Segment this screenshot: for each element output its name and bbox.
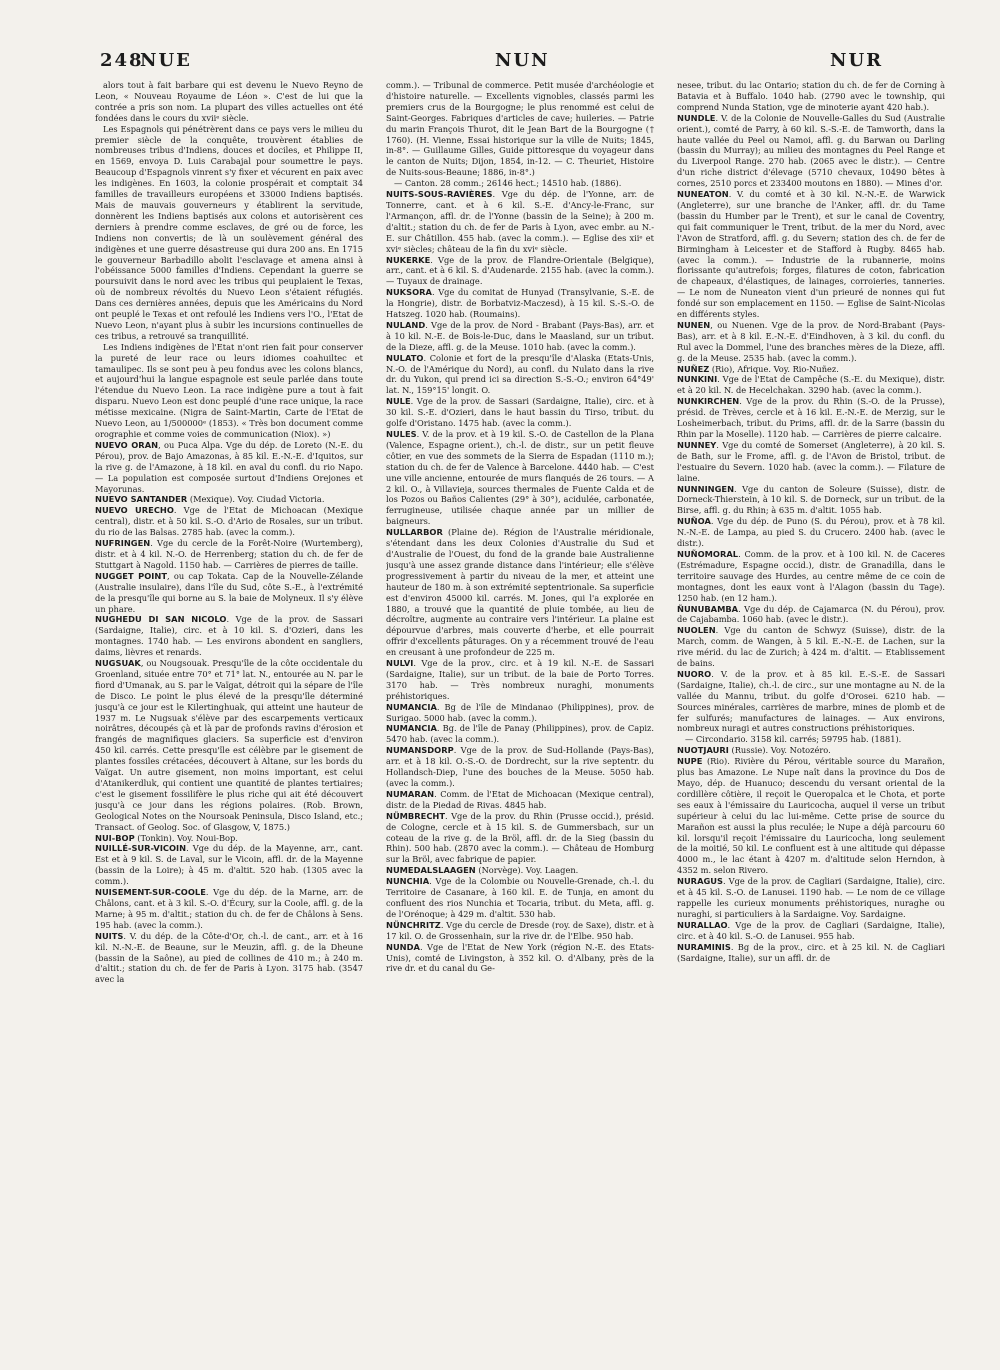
dictionary-entry: [677, 396, 945, 440]
entry-text: (Rio), Afrique. Voy. Rio-Nuñez.: [709, 363, 839, 374]
entry-text: . Vge de la prov. du Rhin (Prusse occid.), présid. de Cologne, cercle et à 15 kil. S. de Gummersbach, sur un coteau de la rive g. de la Bröl, affl. dr. de la Sieg (bassin du Rhin). 500 hab. (2870 avec la comm.). — Château de Homburg sur la Bröl, avec fabrique de papier.: [386, 810, 654, 865]
entry-headword: NUÑOA: [677, 516, 711, 527]
entry-headword: NULLARBOR: [386, 527, 443, 538]
entry-headword: NUILLÉ-SUR-VICOIN: [95, 843, 187, 854]
entry-headword: NUITS-SOUS-RAVIÈRES: [386, 189, 493, 200]
entry-text: . V. de la prov. et à 85 kil. E.-S.-E. de Sassari (Sardaigne, Italie), ch.-l. de circ., sur une montagne au N. de la vallée du Mannu, tribut. du golfe d'Orosei. 6210 hab. — Sources minérales, carrières de marbre, mines de plomb et de fer sulfurés; manufactures de lainages. — Aux environs, nombreux nuragi et autres constructions préhistoriques.: [677, 668, 945, 734]
entry-headword: NUITS: [95, 930, 124, 941]
entry-text: . Vge du comté de Somerset (Angleterre), à 20 kil. S. de Bath, sur le Frome, affl. g. de l'Avon de Bristol, tribut. de l'estuaire du Severn. 1020 hab. (avec la comm.). — Filature de laine.: [677, 439, 945, 483]
entry-paragraph: [677, 734, 945, 745]
entry-paragraph: [386, 178, 654, 189]
dictionary-entry: [677, 942, 945, 964]
text-column-right: [677, 80, 945, 1355]
entry-text: . Vge de la prov. de Flandre-Orientale (Belgique), arr., cant. et à 6 kil. S. d'Audenarde. 2155 hab. (avec la comm.). — Tuyaux de drainage.: [386, 254, 654, 287]
entry-text: . Vge du dép. de Cajamarca (N. du Pérou), prov. de Cajabamba. 1060 hab. (avec le distr.).: [677, 603, 945, 625]
entry-headword: NUGHEDU DI SAN NICOLO: [95, 614, 227, 625]
dictionary-entry: [386, 702, 654, 724]
text-column-middle: [386, 80, 654, 1355]
entry-headword: NUNEATON: [677, 189, 729, 200]
entry-text: . Vge du canton de Soleure (Suisse), distr. de Dorneck-Thierstein, à 10 kil. S. de Dorneck, sur un tribut. de la Birse, affl. g. du Rhin; à 635 m. d'altit. 1055 hab.: [677, 483, 945, 516]
entry-text: , ou Nuenen. Vge de la prov. de Nord-Brabant (Pays-Bas), arr. et à 8 kil. E.-N.-E. d'Eindhoven, à 3 kil. du confl. du Rul avec la Dommel, l'une des branches mères de la Dieze, affl. g. de la Meuse. 2535 hab. (avec la comm.).: [677, 319, 945, 363]
entry-text: . Bg de l'île de Mindanao (Philippines), prov. de Surigao. 5000 hab. (avec la comm.).: [386, 701, 654, 723]
entry-text: . Vge de la prov. de Sud-Hollande (Pays-Bas), arr. et à 18 kil. O.-S.-O. de Dordrecht, sur la rive septentr. du Hollandsch-Diep, l'une des bouches de la Meuse. 5050 hab. (avec la comm.).: [386, 745, 654, 788]
entry-text: , ou Nougsouak. Presqu'île de la côte occidentale du Groenland, située entre 70° et 71° lat. N., entourée au N. par le fiord d'Umanak, au S. par le Vaïgat, détroit qui la sépare de l'île de Disco. Le point le plus élevé de la presqu'île déterminé jusqu'à ce jour est le Kilertinghuak, qui atteint une hauteur de 1937 m. Le Nugsuak s'élève par des escarpements verticaux noirâtres, découpés çà et là par de profonds ravins d'érosion et frangés de magnifiques glaciers. Sa superficie est d'environ 450 kil. carrés. Cette presqu'île est célèbre par le gisement de plantes fossiles crétacées, découvert à Altane, sur les bords du Vaïgat. Un autre gisement, non moins important, est celui d'Atanikerdluk, qui contient une quantité de plantes tertiaires; c'est le gisement fossilifère le plus riche qui ait été découvert jusqu'à ce jour dans les régions polaires. (Rob. Brown, Geological Notes on the Noursoak Peninsula, Disco Island, etc.; Transact. of Geolog. Soc. of Glasgow, V, 1875.): [95, 658, 363, 832]
dictionary-entry: [677, 920, 945, 942]
entry-headword: NUKSORA: [386, 287, 432, 298]
entry-headword: NUEVO URECHO: [95, 505, 174, 516]
entry-text: . Vge de l'Etat de Campêche (S.-E. du Mexique), distr. et à 20 kil. N. de Hecelchakan. 3290 hab. (avec la comm.).: [677, 374, 945, 396]
dictionary-entry: [386, 811, 654, 866]
dictionary-entry: [386, 789, 654, 811]
entry-text: . Comm. de la prov. et à 100 kil. N. de Caceres (Estrémadure, Espagne occid.), distr. de Granadilla, dans le territoire sauvage des Hurdes, au centre même de ce coin de montagnes, dont les eaux vont à l'Alagon (bassin du Tage). 1250 hab. (en 12 ham.).: [677, 548, 945, 603]
entry-headword: NULVI: [386, 658, 414, 669]
entry-headword: NULES: [386, 429, 417, 439]
entry-text: . Vge de l'Etat de New York (région N.-E. des Etats-Unis), comté de Livingston, à 352 kil. O. d'Albany, près de la rive dr. et du canal du Ge-: [386, 941, 654, 974]
entry-text: Les Indiens indigènes de l'Etat n'ont rien fait pour conserver la pureté de leur race ou leurs idiomes coahuiltec et tamaulipec. Ils se sont peu à peu fondus avec les colons blancs, et aujourd'hui la langue espagnole est seule parlée dans toute l'étendue du Nuevo Leon. La race indigène pure a tout à fait disparu. Nuevo Leon est donc peuplé d'une race unique, la race métisse mexicaine. (Nigra de Saint-Martin, Carte de l'Etat de Nuevo Leon, au 1/500000ᵉ (1853). « Très bon document comme orographie et comme voies de communication (Niox). »): [95, 341, 363, 439]
dictionary-entry: [677, 745, 945, 756]
entry-headword: NÜMBRECHT: [386, 810, 446, 821]
dictionary-entry: [677, 364, 945, 375]
dictionary-entry: [677, 625, 945, 669]
entry-paragraph: [95, 342, 363, 440]
entry-text: comm.). — Tribunal de commerce. Petit musée d'archéologie et d'histoire naturelle. — Excellents vignobles, classés parmi les premiers crus de la Bourgogne; le plus renommé est celui de Saint-Georges. Fabriques d'articles de cave; huileries. — Patrie du marin François Thurot, dit le Jean Bart de la Bourgogne († 1760). (H. Vienne, Essai historique sur la ville de Nuits; 1845, in-8°. — Guillaume Gilles, Guide pittoresque du voyageur dans le canton de Nuits; Dijon, 1854, in-12. — C. Theuriet, Histoire de Nuits-sous-Beaune; 1886, in-8°.): [386, 80, 654, 178]
entry-text: . V. de la prov. et à 19 kil. S.-O. de Castellon de la Plana (Valence, Espagne orient.), ch.-l. de distr., sur un petit fleuve côtier, en vue des sommets de la Sierra de Espadan (1110 m.); station du ch. de fer de Valence à Barcelone. 4440 hab. — C'est une ville ancienne, entourée de murs flanqués de 26 tours. — A 2 kil. O., à Villavieja, sources thermales de Fuente Calda et de los Pozos ou Baños Calientes (29° à 30°), acidulée, carbonatée, ferrugineuse, utilisée chaque année par un millier de baigneurs.: [386, 429, 654, 527]
entry-headword: NUFRINGEN: [95, 538, 151, 549]
entry-headword: NUMANSDORP: [386, 745, 454, 756]
entry-text: (Russie). Voy. Notozéro.: [728, 745, 831, 756]
dictionary-entry: [95, 538, 363, 571]
dictionary-entry: [677, 604, 945, 626]
running-head-right: NUR: [830, 50, 884, 71]
dictionary-entry: [386, 723, 654, 745]
text-column-left: [95, 80, 363, 1355]
entry-headword: NURAGUS: [677, 876, 724, 887]
entry-headword: NURAMINIS: [677, 941, 731, 952]
dictionary-entry: [677, 516, 945, 549]
entry-text: . Vge de la prov. de Nord - Brabant (Pays-Bas), arr. et à 10 kil. N.-E. de Bois-le-Duc, dans le Maasland, sur un tribut. de la Dieze, affl. g. de la Meuse. 1010 hab. (avec la comm.).: [386, 319, 654, 352]
dictionary-entry: [386, 527, 654, 658]
entry-text: . Vge du dép. de Puno (S. du Pérou), prov. et à 78 kil. N.-N.-E. de Lampa, au pied S. du Crucero. 2400 hab. (avec le distr.).: [677, 516, 945, 549]
entry-text: . Bg. de l'île de Panay (Philippines), prov. de Capiz. 5470 hab. (avec la comm.).: [386, 723, 654, 745]
entry-text: . Vge du cercle de Dresde (roy. de Saxe), distr. et à 17 kil. O. de Grossenhain, sur la rive dr. de l'Elbe. 950 hab.: [386, 919, 654, 941]
entry-text: . V. du dép. de la Côte-d'Or, ch.-l. de cant., arr. et à 16 kil. N.-N.-E. de Beaune, sur le Meuzin, affl. g. de la Dheune (bassin de la Saône), au pied de collines de 410 m.; à 240 m. d'altit.; station du ch. de fer de Paris à Lyon. 3175 hab. (3547 avec la: [95, 930, 363, 985]
dictionary-entry: [677, 189, 945, 320]
entry-headword: NÜNCHRITZ: [386, 919, 441, 930]
entry-text: . Vge de la prov., circ. et à 19 kil. N.-E. de Sassari (Sardaigne, Italie), sur un tribut. de la baie de Porto Torres. 3170 hab. — Très nombreux nuraghi, monuments préhistoriques.: [386, 658, 654, 701]
dictionary-entry: [386, 920, 654, 942]
entry-headword: NUOLEN: [677, 625, 716, 636]
entry-headword: NUPE: [677, 756, 703, 767]
dictionary-entry: [677, 876, 945, 920]
entry-text: (Tonkin). Voy. Noui-Bop.: [134, 832, 238, 843]
entry-text: . Vge de la prov. de Sassari (Sardaigne, Italie), circ. et à 10 kil. S. d'Ozieri, dans les montagnes. 1740 hab. — Les environs abondent en sangliers, daims, lièvres et renards.: [95, 614, 363, 658]
entry-text: . V. du comté et à 30 kil. N.-N.-E. de Warwick (Angleterre), sur une branche de l'Anker, affl. dr. du Tame (bassin du Humber par le Trent), et sur le canal de Coventry, qui fait communiquer le Trent, tribut. de la mer du Nord, avec l'Avon de Stratford, affl. g. du Severn; station des ch. de fer de Birmingham à Leicester et de Stafford à Rugby. 8465 hab. (avec la comm.). — Industrie de la rubannerie, moins florissante qu'autrefois; forges, filatures de coton, fabrication de chapeaux, d'élastiques, de lainages, corroieries, tanneries. — Le nom de Nuneaton vient d'un prieuré de nonnes qui fut fondé sur son emplacement en 1150. — Eglise de Saint-Nicolas en différents styles.: [677, 189, 945, 320]
entry-text: , ou Puca Alpa. Vge du dép. de Loreto (N.-E. du Pérou), prov. de Bajo Amazonas, à 85 kil. E.-N.-E. d'Iquitos, sur la rive g. de l'Amazone, à 18 kil. en aval du confl. du rio Napo. — La population est composée surtout d'Indiens Orejones et Mayorunas.: [95, 439, 363, 494]
entry-text: . Vge de la prov. de Cagliari (Sardaigne, Italie), circ. et à 45 kil. S.-O. de Lanusei. 1190 hab. — Le nom de ce village rappelle les curieux monuments préhistoriques, nuraghe ou nuraghi, si particuliers à la Sardaigne. Voy. Sardaigne.: [677, 876, 945, 919]
entry-headword: NULAND: [386, 319, 426, 330]
entry-text: (Norvège). Voy. Laagen.: [475, 865, 579, 876]
entry-text: (Mexique). Voy. Ciudad Victoria.: [187, 494, 325, 505]
entry-text: . Vge du cercle de la Forêt-Noire (Wurtemberg), distr. et à 4 kil. N.-O. de Herrenberg; station du ch. de fer de Stuttgart à Nagold. 1150 hab. — Carrières de pierres de taille.: [95, 538, 363, 570]
dictionary-entry: [386, 396, 654, 429]
entry-paragraph: [677, 80, 945, 113]
page-number: 248: [100, 50, 144, 71]
dictionary-entry: [677, 320, 945, 364]
entry-headword: NUNNEY: [677, 439, 717, 450]
entry-headword: NULE: [386, 396, 411, 407]
entry-text: nesee, tribut. du lac Ontario; station du ch. de fer de Corning à Batavia et à Buffalo. 1040 hab. (2790 avec le township, qui comprend Nunda Station, vge de minoterie ayant 420 hab.).: [677, 80, 945, 112]
dictionary-entry: [95, 505, 363, 538]
entry-text: . Vge de la prov. de Sassari (Sardaigne, Italie), circ. et à 30 kil. S.-E. d'Ozieri, dans le haut bassin du Tirso, tribut. du golfe d'Oristano. 1475 hab. (avec la comm.).: [386, 396, 654, 429]
entry-text: — Circondario. 3158 kil. carrés; 59795 hab. (1881).: [685, 734, 902, 745]
entry-headword: NUORO: [677, 668, 712, 679]
entry-text: . Bg de la prov., circ. et à 25 kil. N. de Cagliari (Sardaigne, Italie), sur un affl. dr. de: [677, 941, 945, 963]
entry-text: . Vge du dép. de la Marne, arr. de Châlons, cant. et à 3 kil. S.-O. d'Écury, sur la Coole, affl. g. de la Marne; à 95 m. d'altit.; station du ch. de fer de Châlons à Sens. 195 hab. (avec la comm.).: [95, 887, 363, 930]
dictionary-entry: [386, 865, 654, 876]
running-head-left: NUE: [140, 50, 192, 71]
entry-headword: NULATO: [386, 352, 424, 363]
entry-text: . V. de la Colonie de Nouvelle-Galles du Sud (Australie orient.), comté de Parry, à 60 kil. S.-S.-E. de Tamworth, dans la haute vallée du Peel ou Namoi, affl. g. du Barwan ou Darling (bassin du Murray); au milieu des montagnes du Peel Range et du Liverpool Range. 270 hab. (2065 avec le distr.). — Centre d'un riche district d'élevage (5710 chevaux, 10490 bêtes à cornes, 2510 porcs et 233400 moutons en 1880). — Mines d'or.: [677, 112, 945, 189]
entry-headword: NUOTJAURI: [677, 745, 729, 756]
dictionary-entry: [386, 942, 654, 975]
dictionary-entry: [386, 255, 654, 288]
entry-headword: NURALLAO: [677, 919, 728, 930]
dictionary-entry: [95, 658, 363, 833]
entry-paragraph: [386, 80, 654, 178]
entry-headword: NUNCHIA: [386, 876, 430, 887]
entry-text: . Vge de l'Etat de Michoacan (Mexique central), distr. et à 50 kil. S.-O. d'Ario de Rosales, sur un tribut. du rio de las Balsas. 2785 hab. (avec la comm.).: [95, 505, 363, 538]
dictionary-entry: [386, 320, 654, 353]
entry-headword: NUNNINGEN: [677, 483, 735, 494]
dictionary-entry: [386, 429, 654, 527]
entry-paragraph: [95, 80, 363, 124]
entry-text: . Vge du dép. de la Mayenne, arr., cant. Est et à 9 kil. S. de Laval, sur le Vicoin, affl. dr. de la Mayenne (bassin de la Loire); à 45 m. d'altit. 520 hab. (1305 avec la comm.).: [95, 843, 363, 887]
entry-text: . Vge de la prov. du Rhin (S.-O. de la Prusse), présid. de Trèves, cercle et à 16 kil. E.-N.-E. de Merzig, sur le Losheimerbach, tribut. du Prims, affl. dr. de la Sarre (bassin du Rhin par la Moselle). 1120 hab. — Carrières de pierre calcaire.: [677, 396, 945, 439]
dictionary-entry: [95, 440, 363, 495]
entry-headword: NUNKINI: [677, 374, 718, 385]
dictionary-entry: [386, 287, 654, 320]
dictionary-entry: [95, 494, 363, 505]
entry-headword: NUEVO ORAN: [95, 439, 159, 450]
dictionary-entry: [677, 374, 945, 396]
entry-text: . Colonie et fort de la presqu'île d'Alaska (Etats-Unis, N.-O. de l'Amérique du Nord), au confl. du Nulato dans la rive dr. du Yukon, qui prend ici sa direction S.-S.-O.; environ 64°49' lat. N., 159°15' longit. O.: [386, 352, 654, 396]
entry-headword: NUMARAN: [386, 788, 435, 799]
entry-headword: ÑUNUBAMBA: [677, 603, 739, 614]
entry-headword: NUISEMENT-SUR-COOLE: [95, 887, 206, 898]
entry-headword: NUNDLE: [677, 112, 716, 123]
entry-headword: NUMEDALSLAAGEN: [386, 865, 476, 876]
entry-text: . Vge du comitat de Hunyad (Transylvanie, S.-E. de la Hongrie), distr. de Borbatviz-Maczesd), à 15 kil. S.-S.-O. de Hatszeg. 1020 hab. (Roumains).: [386, 287, 654, 320]
dictionary-entry: [386, 658, 654, 702]
dictionary-entry: [677, 440, 945, 484]
dictionary-entry: [677, 756, 945, 876]
dictionary-entry: [95, 571, 363, 615]
entry-text: Les Espagnols qui pénétrèrent dans ce pays vers le milieu du premier siècle de la conquête, trouvèrent établies de nombreuses tribus d'Indiens, douces et dociles, et Philippe II, en 1569, envoya D. Luis Carabajal pour soumettre le pays. Beaucoup d'Espagnols vinrent s'y fixer et vécurent en paix avec les indigènes. En 1603, la colonie prospérait et comptait 34 familles de travailleurs européens et 33000 Indiens baptisés. Mais de mauvais gouverneurs y établirent la servitude, donnèrent les Indiens baptisés aux colons et autorisèrent ces derniers à prendre comme esclaves, de gré ou de force, les Indiens non convertis; de là un soulèvement général des indigènes et une guerre désastreuse qui dura 200 ans. En 1715 le gouverneur Barbadillo abolit l'esclavage et amena ainsi à l'obéissance 5000 familles d'Indiens. Cependant la guerre se poursuivit dans le nord avec les tribus qui peuplaient le Texas, où de nombreux révoltés du Nuevo Leon s'étaient réfugiés. Dans ces dernières années, depuis que les Américains du Nord ont peuplé le Texas et ont refoulé les Indiens vers l'O., l'Etat de Nuevo Leon, n'ayant plus à subir les incursions continuelles de ces tribus, a retrouvé sa tranquillité.: [95, 123, 363, 341]
entry-headword: NUÑEZ: [677, 363, 710, 374]
dictionary-entry: [386, 745, 654, 789]
dictionary-entry: [677, 113, 945, 189]
entry-headword: NUKERKE: [386, 254, 431, 265]
entry-text: . Vge de la Colombie ou Nouvelle-Grenade, ch.-l. du Territoire de Casanare, à 160 kil. E. de Tunja, en amont du confluent des rios Nunchia et Tocaria, tribut. du Meta, affl. g. de l'Orénoque; à 429 m. d'altit. 530 hab.: [386, 876, 654, 919]
entry-text: . Vge du dép. de l'Yonne, arr. de Tonnerre, cant. et à 6 kil. S.-E. d'Ancy-le-Franc, sur l'Armançon, affl. dr. de l'Yonne (bassin de la Seine); à 200 m. d'altit.; station du ch. de fer de Paris à Lyon, avec embr. au N.-E. sur Châtillon. 455 hab. (avec la comm.). — Eglise des xiiᵉ et xviᵉ siècles; château de la fin du xviᵉ siècle.: [386, 189, 654, 254]
entry-headword: NUI-BOP: [95, 832, 135, 843]
dictionary-entry: [95, 931, 363, 986]
entry-headword: NUGSUAK: [95, 658, 141, 669]
entry-headword: NUGGET POINT: [95, 570, 167, 581]
entry-headword: NUNDA: [386, 941, 420, 952]
entry-text: — Canton. 28 comm.; 26146 hect.; 14510 hab. (1886).: [394, 178, 622, 189]
dictionary-entry: [95, 843, 363, 887]
dictionary-entry: [386, 353, 654, 397]
entry-headword: NUNKIRCHEN: [677, 396, 740, 407]
entry-text: , ou cap Tokata. Cap de la Nouvelle-Zélande (Australie insulaire), dans l'île du Sud, côte S.-E., à l'extrémité de la presqu'île qui borne au S. la baie de Molyneux. Il s'y élève un phare.: [95, 570, 363, 614]
dictionary-entry: [386, 189, 654, 254]
dictionary-entry: [677, 549, 945, 604]
dictionary-entry: [95, 614, 363, 658]
dictionary-entry: [95, 887, 363, 931]
entry-text: (Plaine de). Région de l'Australie méridionale, s'étendant dans les deux Colonies d'Australie du Sud et d'Australie de l'Ouest, du fond de la grande baie Australienne jusqu'à une assez grande distance dans l'intérieur; elle s'élève progressivement à partir du niveau de la mer, et atteint une hauteur de 180 m. à son extrémité septentrionale. Sa superficie est d'environ 45000 kil. carrés. M. Jones, qui l'a explorée en 1880, a trouvé que la quantité de pluie tombée, au lieu de décroître, augmente au contraire vers l'intérieur. La plaine est dépourvue d'arbres, mais couverte d'herbe, et elle pourrait offrir d'excellents pâturages. On y a récemment trouvé de l'eau en creusant à une profondeur de 225 m.: [386, 527, 654, 658]
entry-text: . Comm. de l'Etat de Michoacan (Mexique central), distr. de la Piedad de Rivas. 4845 hab.: [386, 788, 654, 810]
entry-headword: NUMANCIA: [386, 701, 437, 712]
entry-text: (Rio). Rivière du Pérou, véritable source du Marañon, plus bas Amazone. Le Nupe naît dans la province du Dos de Mayo, dép. de Huanuco; descendu du versant oriental de la cordillère côtière, il reçoit le Queropalca et le Chota, et porte ses eaux à l'émissaire du Lauricocha, auquel il verse un tribut supérieur à celui du lac lui-même. Cette prise de source du Marañon est aussi la plus reculée; le Nupe a déjà parcouru 60 kil. lorsqu'il reçoit l'émissaire du Lauricocha, long seulement de la moitié, 50 kil. Le confluent est à une altitude qui dépasse 4000 m., le lac étant à 4207 m. d'altitude selon Herndon, à 4352 m. selon Rivero.: [677, 756, 945, 876]
entry-headword: NUEVO SANTANDER: [95, 494, 188, 505]
dictionary-entry: [95, 833, 363, 844]
entry-headword: NUMANCIA: [386, 723, 437, 734]
running-head-center: NUN: [495, 50, 550, 71]
entry-text: alors tout à fait barbare qui est devenu le Nuevo Reyno de Leon, « Nouveau Royaume de Léon ». C'est de lui que la contrée a pris son nom. La plupart des villes actuelles ont été fondées dans le cours du xviiᵉ siècle.: [95, 80, 363, 123]
entry-text: . Vge de la prov. de Cagliari (Sardaigne, Italie), circ. et à 40 kil. S.-O. de Lanusei. 955 hab.: [677, 919, 945, 941]
dictionary-entry: [677, 484, 945, 517]
dictionary-entry: [386, 876, 654, 920]
dictionary-entry: [677, 669, 945, 734]
entry-headword: NUNEN: [677, 319, 711, 330]
entry-headword: NUÑOMORAL: [677, 548, 739, 559]
entry-paragraph: [95, 124, 363, 342]
entry-text: . Vge du canton de Schwyz (Suisse), distr. de la March, comm. de Wangen, à 5 kil. E.-N.-E. de Lachen, sur la rive mérid. du lac de Zurich; à 424 m. d'altit. — Etablissement de bains.: [677, 625, 945, 669]
